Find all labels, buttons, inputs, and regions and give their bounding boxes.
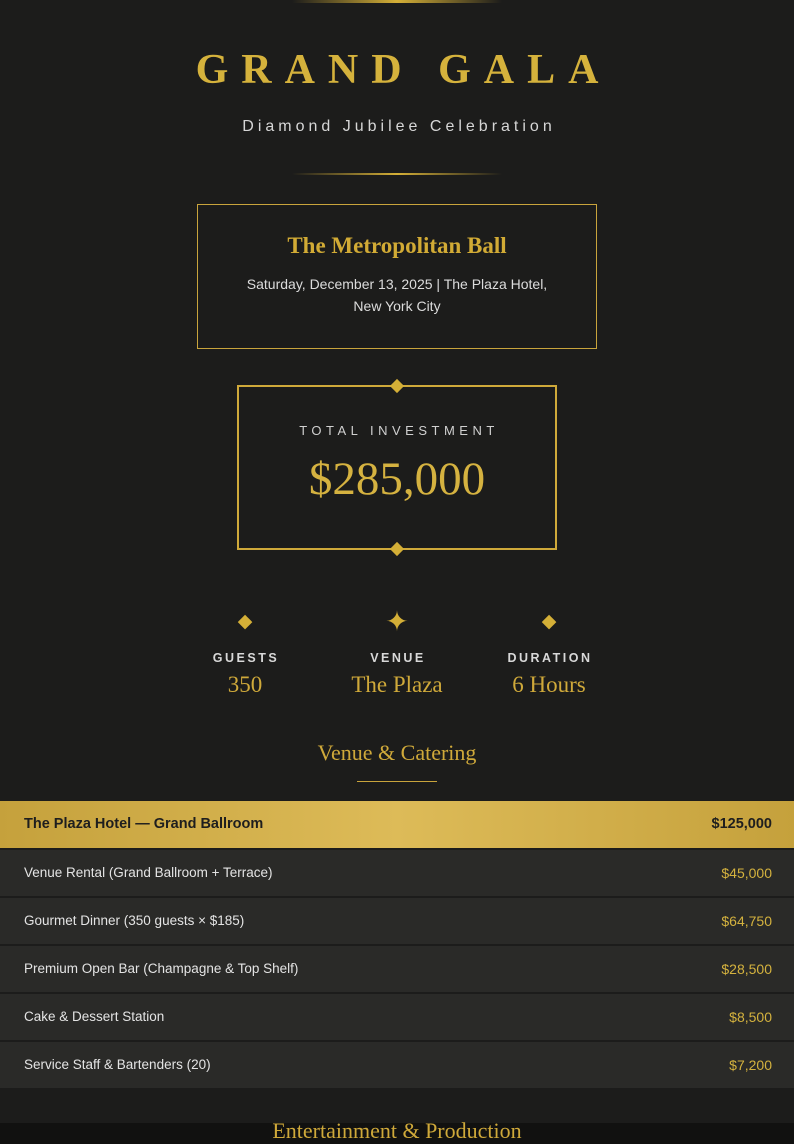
table-row <box>0 994 794 1040</box>
table-row <box>0 946 794 992</box>
line-item-label: Premium Open Bar (Champagne & Top Shelf) <box>24 961 299 977</box>
stat-value: The Plaza <box>351 671 443 697</box>
stat-label: GUESTS <box>212 650 280 665</box>
stat-duration <box>499 610 599 698</box>
stat-value: 350 <box>227 671 263 697</box>
line-item-amount: $45,000 <box>721 864 772 881</box>
section-title-entertainment-production: Entertainment & Production <box>272 1117 522 1143</box>
header-divider-line <box>292 173 502 175</box>
diamond-accent-icon <box>390 379 404 393</box>
total-investment-label: TOTAL INVESTMENT <box>299 422 499 438</box>
sparkle-icon: ✦ <box>385 605 409 637</box>
section-title-venue-catering: Venue & Catering <box>317 739 477 765</box>
table-row <box>0 1042 794 1088</box>
line-item-label: Cake & Dessert Station <box>24 1009 165 1025</box>
table-header-row <box>0 801 794 848</box>
line-item-label: Venue Rental (Grand Ballroom + Terrace) <box>24 865 273 881</box>
page-header <box>0 0 794 175</box>
line-item-amount: $28,500 <box>721 960 772 977</box>
page-title: GRAND GALA <box>195 47 612 93</box>
total-investment-amount: $285,000 <box>308 452 486 505</box>
stat-label: DURATION <box>507 650 593 665</box>
diamond-accent-icon <box>390 542 404 556</box>
diamond-icon: ◆ <box>237 610 253 632</box>
venue-catering-table <box>0 801 794 1088</box>
event-details: Saturday, December 13, 2025 | The Plaza Hotel, New York City <box>246 276 548 315</box>
event-card <box>197 204 597 349</box>
section-title-underline <box>357 781 437 782</box>
line-item-amount: $8,500 <box>729 1008 772 1025</box>
event-name: The Metropolitan Ball <box>287 233 507 258</box>
line-item-amount: $64,750 <box>721 912 772 929</box>
line-item-label: Gourmet Dinner (350 guests × $185) <box>24 913 245 929</box>
line-item-amount: $7,200 <box>729 1056 772 1073</box>
table-row <box>0 898 794 944</box>
stat-label: VENUE <box>370 650 426 665</box>
line-item-label: Service Staff & Bartenders (20) <box>24 1057 211 1073</box>
stat-value: 6 Hours <box>512 671 586 697</box>
diamond-icon: ◆ <box>541 610 557 632</box>
page-subtitle: Diamond Jubilee Celebration <box>242 118 556 135</box>
table-header-amount: $125,000 <box>711 816 772 833</box>
table-header-label: The Plaza Hotel — Grand Ballroom <box>24 816 264 833</box>
table-row <box>0 850 794 896</box>
event-stats-row <box>0 605 794 698</box>
total-investment-box <box>237 385 557 550</box>
stat-guests <box>195 610 295 698</box>
stat-venue <box>347 605 447 698</box>
top-accent-line <box>292 0 502 3</box>
